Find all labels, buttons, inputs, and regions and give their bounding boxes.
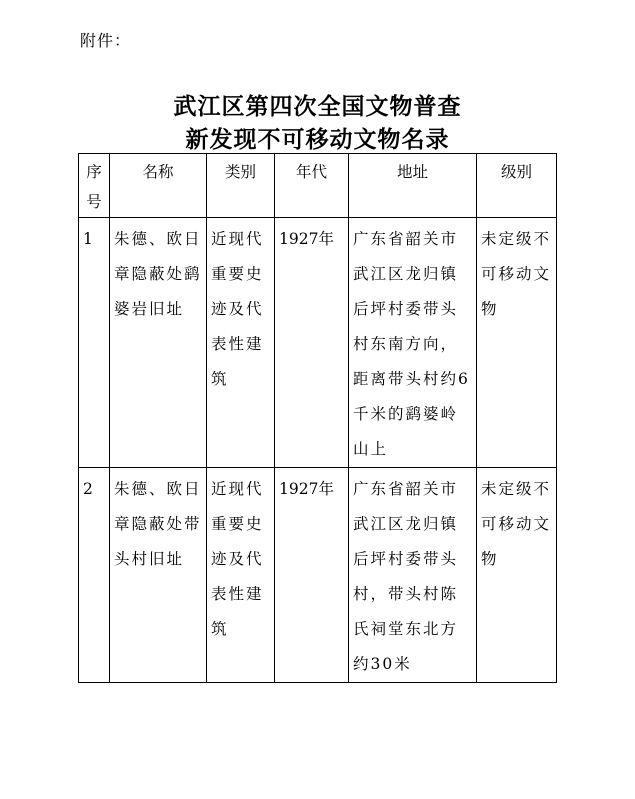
cell-category: 近现代重要史迹及代表性建筑 <box>207 468 275 683</box>
cell-no: 2 <box>79 468 110 683</box>
relics-table <box>78 153 557 683</box>
attachment-label: 附件： <box>80 31 132 50</box>
cell-level: 未定级不可移动文物 <box>477 218 557 468</box>
cell-no: 1 <box>79 218 110 468</box>
header-no: 序号 <box>79 154 110 218</box>
header-era: 年代 <box>275 154 349 218</box>
header-address: 地址 <box>349 154 477 218</box>
header-level: 级别 <box>477 154 557 218</box>
cell-era: 1927年 <box>275 468 349 683</box>
table-row <box>79 218 557 468</box>
table-row <box>79 468 557 683</box>
cell-name: 朱德、欧日章隐蔽处鹞婆岩旧址 <box>110 218 207 468</box>
cell-name: 朱德、欧日章隐蔽处带头村旧址 <box>110 468 207 683</box>
header-category: 类别 <box>207 154 275 218</box>
header-name: 名称 <box>110 154 207 218</box>
cell-category: 近现代重要史迹及代表性建筑 <box>207 218 275 468</box>
cell-level: 未定级不可移动文物 <box>477 468 557 683</box>
document-title-line-2: 新发现不可移动文物名录 <box>185 127 450 153</box>
cell-address: 广东省韶关市武江区龙归镇后坪村委带头村东南方向，距离带头村约6千米的鹞婆岭山上 <box>349 218 477 468</box>
cell-era: 1927年 <box>275 218 349 468</box>
document-title-line-1: 武江区第四次全国文物普查 <box>173 94 462 120</box>
table-header-row <box>79 154 557 218</box>
cell-address: 广东省韶关市武江区龙归镇后坪村委带头村，带头村陈氏祠堂东北方约30米 <box>349 468 477 683</box>
